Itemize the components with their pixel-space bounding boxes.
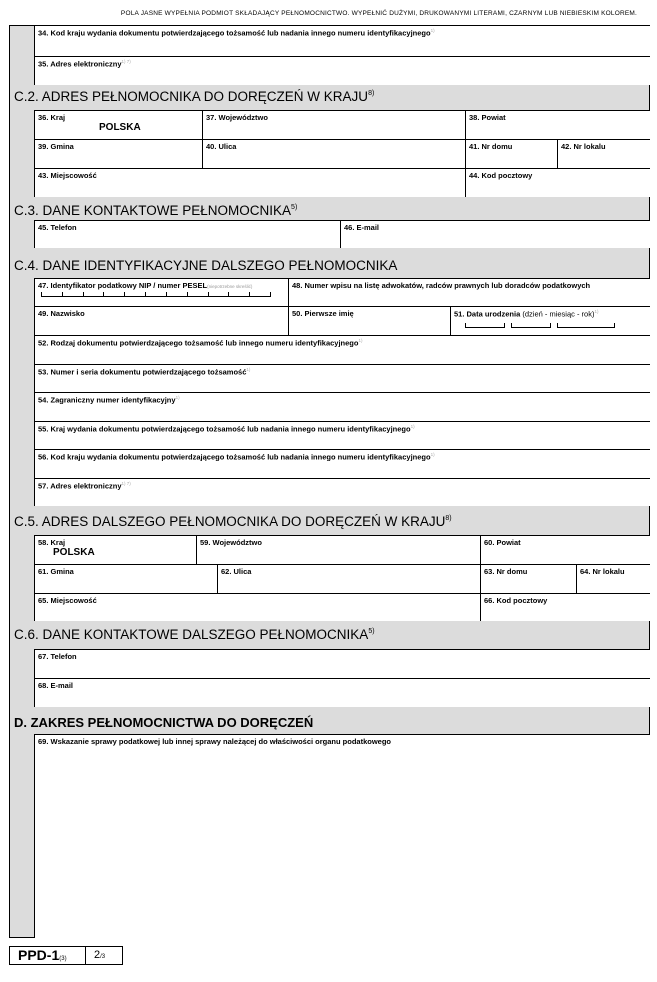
- field-36-value: POLSKA: [99, 122, 141, 133]
- field-34-label: 34. Kod kraju wydania dokumentu potwierdzającego tożsamość lub nadania innego numeru identyfikacyjnego: [38, 28, 431, 38]
- field-68[interactable]: [34, 678, 650, 707]
- field-41[interactable]: [465, 139, 557, 168]
- field-62-label: 62. Ulica: [221, 567, 252, 576]
- field-55-label: 55. Kraj wydania dokumentu potwierdzającego tożsamość lub nadania innego numeru identyfikacyjnego: [38, 424, 411, 434]
- field-65-label: 65. Miejscowość: [38, 596, 97, 605]
- section-c6-title: C.6. DANE KONTAKTOWE DALSZEGO PEŁNOMOCNIKA$^{5)}$: [14, 627, 375, 642]
- field-67-label: 67. Telefon: [38, 652, 77, 661]
- field-36-label: 36. Kraj: [38, 113, 66, 122]
- field-57[interactable]: 57. Adres elektroniczny$^{1) 7)}$: [34, 478, 650, 506]
- field-50-label: 50. Pierwsze imię: [292, 309, 354, 318]
- field-63-label: 63. Nr domu: [484, 567, 528, 576]
- field-37-label: 37. Województwo: [206, 113, 268, 122]
- field-45[interactable]: [34, 220, 340, 248]
- form-code: PPD-1(3): [10, 947, 86, 964]
- field-61[interactable]: [34, 564, 217, 593]
- page-number: 2/3: [94, 949, 106, 961]
- field-43-label: 43. Miejscowość: [38, 171, 97, 180]
- nip-box-tick: [41, 292, 42, 296]
- nip-box-tick: [270, 292, 271, 296]
- field-45-label: 45. Telefon: [38, 223, 77, 232]
- field-69[interactable]: [34, 734, 650, 938]
- section-c5-title: C.5. ADRES DALSZEGO PEŁNOMOCNIKA DO DORĘCZEŃ W KRAJU$^{8)}$: [14, 514, 452, 529]
- field-69-label: 69. Wskazanie sprawy podatkowej lub innej sprawy należącej do właściwości organu podatkowego: [38, 737, 392, 746]
- field-53-label: 53. Numer i seria dokumentu potwierdzającego tożsamość: [38, 367, 247, 377]
- field-58[interactable]: [34, 535, 196, 564]
- field-39-label: 39. Gmina: [38, 142, 74, 151]
- nip-box-tick: [208, 292, 209, 296]
- field-43[interactable]: [34, 168, 465, 197]
- form-footer: [9, 946, 123, 965]
- field-65[interactable]: [34, 593, 480, 621]
- field-42[interactable]: [557, 139, 650, 168]
- section-c3-title: C.3. DANE KONTAKTOWE PEŁNOMOCNIKA$^{5)}$: [14, 203, 298, 218]
- section-c2-title: C.2. ADRES PEŁNOMOCNIKA DO DORĘCZEŃ W KRAJU$^{8)}$: [14, 89, 375, 104]
- section-d-title: D. ZAKRES PEŁNOMOCNICTWA DO DORĘCZEŃ: [14, 715, 314, 730]
- field-64-label: 64. Nr lokalu: [580, 567, 625, 576]
- field-40[interactable]: [202, 139, 465, 168]
- field-53[interactable]: 53. Numer i seria dokumentu potwierdzającego tożsamość$^{1)}$: [34, 364, 650, 392]
- field-66[interactable]: [480, 593, 650, 621]
- nip-box-tick: [228, 292, 229, 296]
- field-58-label: 58. Kraj: [38, 538, 66, 547]
- nip-box-tick: [124, 292, 125, 296]
- field-68-label: 68. E-mail: [38, 681, 74, 690]
- nip-box-tick: [249, 292, 250, 296]
- field-47[interactable]: 47. Identyfikator podatkowy NIP / numer PESEL(niepotrzebne skreślić): [34, 278, 288, 306]
- field-62[interactable]: [217, 564, 480, 593]
- field-44-label: 44. Kod pocztowy: [469, 171, 533, 180]
- field-60[interactable]: [480, 535, 650, 564]
- field-51[interactable]: 51. Data urodzenia (dzień - miesiąc - rok)$^{1)}$: [450, 306, 650, 335]
- field-50[interactable]: [288, 306, 450, 335]
- nip-box-tick: [187, 292, 188, 296]
- field-52[interactable]: 52. Rodzaj dokumentu potwierdzającego tożsamość lub innego numeru identyfikacyjnego$^{1)}$: [34, 335, 650, 364]
- field-56-label: 56. Kod kraju wydania dokumentu potwierdzającego tożsamość lub nadania innego numeru identyfikacyjnego: [38, 452, 431, 462]
- field-38-label: 38. Powiat: [469, 113, 506, 122]
- field-61-label: 61. Gmina: [38, 567, 74, 576]
- nip-box-tick: [83, 292, 84, 296]
- field-47-label: 47. Identyfikator podatkowy NIP / numer PESEL: [38, 281, 208, 290]
- field-35-label: 35. Adres elektroniczny: [38, 59, 122, 69]
- field-57-label: 57. Adres elektroniczny: [38, 481, 122, 491]
- field-41-label: 41. Nr domu: [469, 142, 513, 151]
- field-63[interactable]: [480, 564, 576, 593]
- field-54[interactable]: 54. Zagraniczny numer identyfikacyjny$^{1)}$: [34, 392, 650, 421]
- field-42-label: 42. Nr lokalu: [561, 142, 606, 151]
- header-note: POLA JASNE WYPEŁNIA PODMIOT SKŁADAJĄCY PEŁNOMOCNICTWO. WYPEŁNIĆ DUŻYMI, DRUKOWANYMI LITERAMI, CZARNYM LUB NIEBIESKIM KOLOREM.: [120, 10, 637, 17]
- field-35[interactable]: 35. Adres elektroniczny$^{1) 7)}$: [34, 56, 650, 85]
- field-48[interactable]: [288, 278, 650, 306]
- nip-box-tick: [62, 292, 63, 296]
- field-46[interactable]: [340, 220, 650, 248]
- field-67[interactable]: [34, 649, 650, 678]
- field-54-label: 54. Zagraniczny numer identyfikacyjny: [38, 395, 176, 405]
- nip-box-tick: [103, 292, 104, 296]
- field-49[interactable]: [34, 306, 288, 335]
- field-48-label: 48. Numer wpisu na listę adwokatów, radców prawnych lub doradców podatkowych: [292, 281, 591, 290]
- field-59[interactable]: [196, 535, 480, 564]
- nip-pesel-boxes[interactable]: [41, 291, 271, 297]
- field-51-label: 51. Data urodzenia: [454, 309, 521, 319]
- field-58-value: POLSKA: [53, 547, 95, 558]
- field-56[interactable]: 56. Kod kraju wydania dokumentu potwierdzającego tożsamość lub nadania innego numeru identyfikacyjnego$^{1)}$: [34, 449, 650, 478]
- field-60-label: 60. Powiat: [484, 538, 521, 547]
- field-55[interactable]: 55. Kraj wydania dokumentu potwierdzającego tożsamość lub nadania innego numeru identyfikacyjnego$^{1)}$: [34, 421, 650, 449]
- field-64[interactable]: [576, 564, 650, 593]
- nip-box-tick: [166, 292, 167, 296]
- field-38[interactable]: [465, 110, 650, 139]
- field-46-label: 46. E-mail: [344, 223, 380, 232]
- birth-date-boxes[interactable]: [465, 320, 615, 328]
- form-page: [9, 25, 650, 938]
- field-49-label: 49. Nazwisko: [38, 309, 85, 318]
- field-34[interactable]: 34. Kod kraju wydania dokumentu potwierdzającego tożsamość lub nadania innego numeru identyfikacyjnego$^{1)}$: [34, 26, 650, 56]
- field-40-label: 40. Ulica: [206, 142, 237, 151]
- field-44[interactable]: [465, 168, 650, 197]
- field-59-label: 59. Województwo: [200, 538, 262, 547]
- field-39[interactable]: [34, 139, 202, 168]
- field-37[interactable]: [202, 110, 465, 139]
- field-52-label: 52. Rodzaj dokumentu potwierdzającego tożsamość lub innego numeru identyfikacyjnego: [38, 338, 359, 348]
- section-c4-title: C.4. DANE IDENTYFIKACYJNE DALSZEGO PEŁNOMOCNIKA: [14, 258, 398, 273]
- field-66-label: 66. Kod pocztowy: [484, 596, 548, 605]
- nip-box-tick: [145, 292, 146, 296]
- field-36[interactable]: [34, 110, 202, 139]
